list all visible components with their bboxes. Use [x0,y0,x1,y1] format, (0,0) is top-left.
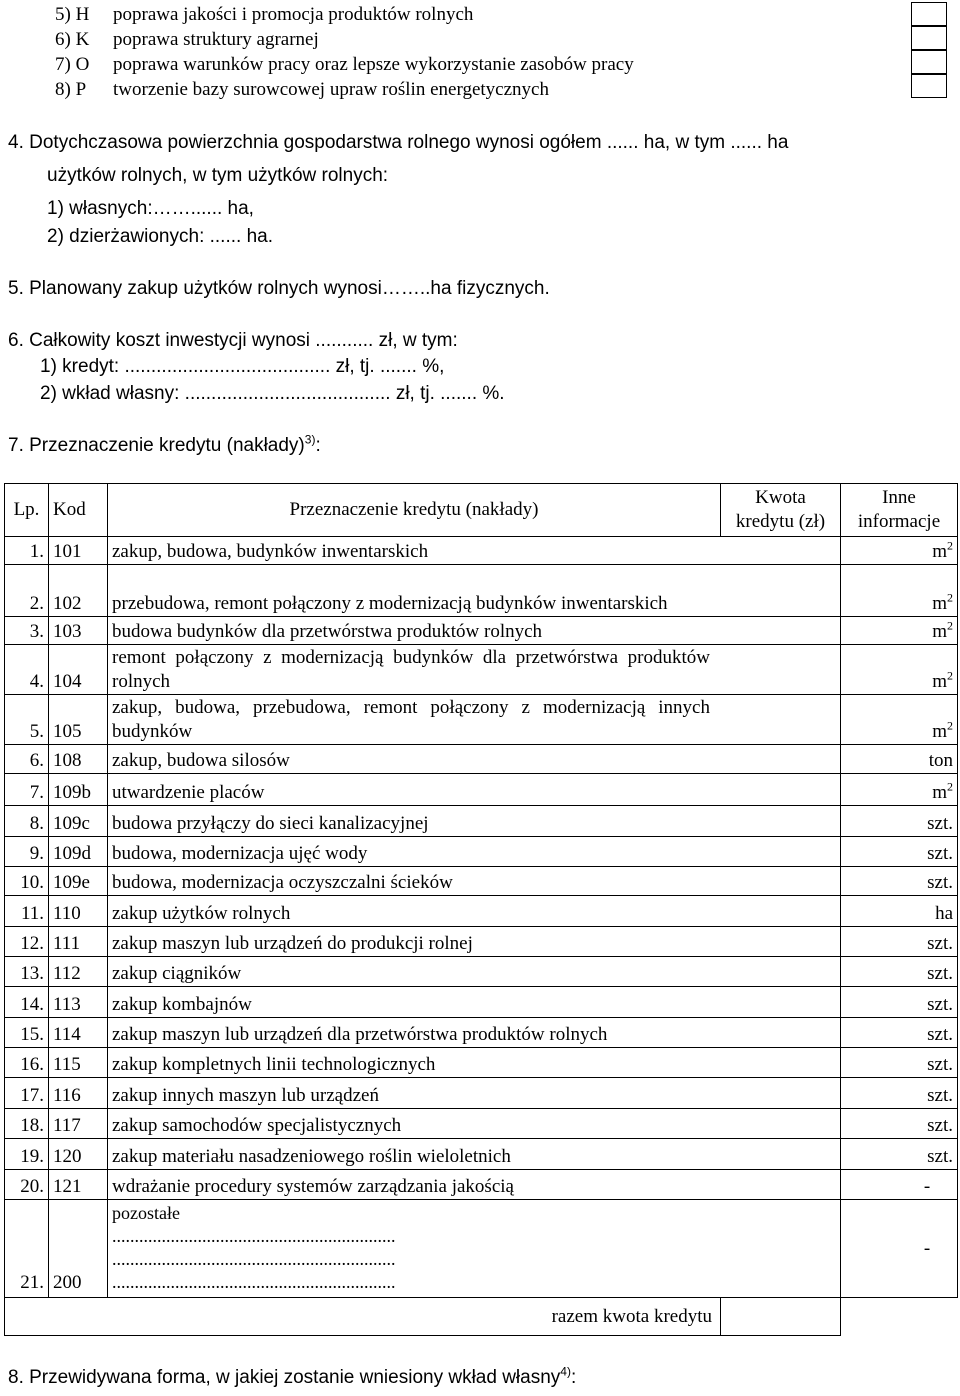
row-kod: 108 [49,745,108,774]
row-purpose: budowa przyłączy do sieci kanalizacyjnej [108,806,841,837]
table-row [5,695,958,745]
row-lp: 3. [5,617,49,645]
header-amount: Kwota kredytu (zł) [721,484,841,537]
table-row [5,745,958,774]
row-purpose: budowa budynków dla przetwórstwa produktów rolnych [108,617,841,645]
table-row [5,867,958,896]
row-kod: 117 [49,1109,108,1139]
row-purpose: zakup innych maszyn lub urządzeń [108,1078,841,1109]
table-row [5,837,958,867]
goal-item [55,29,319,54]
row-kod: 104 [49,645,108,695]
row-unit: szt. [841,1018,958,1048]
row-unit: ha [841,896,958,927]
table-row [5,957,958,987]
row-purpose: utwardzenie placów [108,774,841,806]
table-row [5,806,958,837]
total-empty [841,1298,958,1336]
goal-checkbox[interactable] [911,26,947,50]
row-purpose-other [108,1200,841,1298]
row-lp: 10. [5,867,49,896]
row-lp: 15. [5,1018,49,1048]
section-4-line: użytków rolnych, w tym użytków rolnych: [47,165,389,186]
row-kod: 200 [49,1200,108,1298]
table-row [5,1170,958,1200]
table-row [5,896,958,927]
header-other: Inne informacje [841,484,958,537]
goal-item [55,54,634,79]
section-6-line: 6. Całkowity koszt inwestycji wynosi ........... zł, w tym: [8,330,458,351]
goal-number: 8) P [55,79,87,100]
row-unit: szt. [841,806,958,837]
table-row [5,1139,958,1170]
row-purpose: przebudowa, remont połączony z modernizacją budynków inwentarskich [108,565,841,617]
row-kod: 121 [49,1170,108,1200]
row-lp: 19. [5,1139,49,1170]
table-header-row [5,484,958,537]
section-7-heading: 7. Przeznaczenie kredytu (nakłady)$^{3)}$: [8,432,321,456]
row-unit: szt. [841,1048,958,1078]
row-unit: ton [841,745,958,774]
table-row [5,1048,958,1078]
table-row [5,1018,958,1048]
section-4-owned: 1) własnych:……...... ha, [47,198,254,219]
row-unit: szt. [841,957,958,987]
row-purpose: zakup ciągników [108,957,841,987]
row-kod: 114 [49,1018,108,1048]
row-lp: 13. [5,957,49,987]
row-kod: 115 [49,1048,108,1078]
row-purpose: budowa, modernizacja ujęć wody [108,837,841,867]
row-kod: 109b [49,774,108,806]
total-label: razem kwota kredytu [5,1298,721,1336]
row-purpose: zakup, budowa silosów [108,745,841,774]
row-purpose: zakup maszyn lub urządzeń do produkcji rolnej [108,927,841,957]
row-lp: 12. [5,927,49,957]
table-row [5,537,958,565]
row-lp: 5. [5,695,49,745]
row-lp: 8. [5,806,49,837]
row-kod: 109d [49,837,108,867]
row-unit: szt. [841,1139,958,1170]
row-lp: 11. [5,896,49,927]
row-lp: 14. [5,987,49,1018]
row-unit: szt. [841,1109,958,1139]
table-row [5,927,958,957]
goal-item [55,79,549,104]
row-lp: 20. [5,1170,49,1200]
row-kod: 120 [49,1139,108,1170]
goal-text: tworzenie bazy surowcowej upraw roślin energetycznych [113,79,549,100]
other-dots[interactable]: ............................................................... [112,1249,396,1269]
row-unit: szt. [841,927,958,957]
row-unit: - [841,1170,958,1200]
goal-checkbox[interactable] [911,74,947,98]
row-lp: 16. [5,1048,49,1078]
goal-checkbox[interactable] [911,50,947,74]
table-row [5,987,958,1018]
row-unit: $m^2$ [841,537,958,565]
row-unit: $m^2$ [841,565,958,617]
header-lp: Lp. [5,484,49,537]
total-amount[interactable] [721,1298,841,1336]
row-purpose: wdrażanie procedury systemów zarządzania jakością [108,1170,841,1200]
section-5: 5. Planowany zakup użytków rolnych wynosi……..ha fizycznych. [8,278,550,299]
table-row [5,1109,958,1139]
goal-text: poprawa struktury agrarnej [113,29,319,50]
row-unit: szt. [841,987,958,1018]
section-6-own: 2) wkład własny: ....................................... zł, tj. ....... %. [40,383,505,404]
header-purpose: Przeznaczenie kredytu (nakłady) [108,484,721,537]
goal-text: poprawa warunków pracy oraz lepsze wykorzystanie zasobów pracy [113,54,634,75]
goal-text: poprawa jakości i promocja produktów rolnych [113,4,474,25]
goal-number: 5) H [55,4,90,25]
row-kod: 101 [49,537,108,565]
section-6-credit: 1) kredyt: ....................................... zł, tj. ....... %, [40,356,445,377]
row-lp: 21. [5,1200,49,1298]
row-kod: 112 [49,957,108,987]
row-kod: 113 [49,987,108,1018]
row-purpose: zakup samochodów specjalistycznych [108,1109,841,1139]
section-8-heading: 8. Przewidywana forma, w jakiej zostanie wniesiony wkład własny$^{4)}$: [8,1364,577,1388]
row-kod: 116 [49,1078,108,1109]
row-unit: szt. [841,1078,958,1109]
credit-purpose-table [4,483,958,1336]
row-purpose: zakup materiału nasadzeniowego roślin wieloletnich [108,1139,841,1170]
goal-number: 6) K [55,29,90,50]
row-unit: - [841,1200,958,1298]
row-lp: 18. [5,1109,49,1139]
row-unit: szt. [841,867,958,896]
goal-checkbox[interactable] [911,2,947,26]
row-kod: 105 [49,695,108,745]
row-purpose: budowa, modernizacja oczyszczalni ścieków [108,867,841,896]
row-purpose: zakup, budowa, budynków inwentarskich [108,537,841,565]
row-purpose: remont połączony z modernizacją budynków dla przetwórstwa produktów rolnych [108,645,841,695]
goal-number: 7) O [55,54,90,75]
row-lp: 6. [5,745,49,774]
row-kod: 111 [49,927,108,957]
row-unit: $m^2$ [841,645,958,695]
row-kod: 103 [49,617,108,645]
row-unit: szt. [841,837,958,867]
table-row [5,774,958,806]
row-purpose: zakup maszyn lub urządzeń dla przetwórstwa produktów rolnych [108,1018,841,1048]
row-purpose: zakup, budowa, przebudowa, remont połączony z modernizacją innych budynków [108,695,841,745]
row-purpose: zakup użytków rolnych [108,896,841,927]
goal-item [55,4,473,29]
table-row [5,645,958,695]
row-kod: 102 [49,565,108,617]
section-4-line: 4. Dotychczasowa powierzchnia gospodarstwa rolnego wynosi ogółem ...... ha, w tym ...... ha [8,132,789,153]
section-4-leased: 2) dzierżawionych: ...... ha. [47,226,273,247]
row-unit: $m^2$ [841,617,958,645]
other-dots[interactable]: ............................................................... [112,1226,396,1246]
row-lp: 17. [5,1078,49,1109]
table-row [5,617,958,645]
row-lp: 2. [5,565,49,617]
table-row [5,1078,958,1109]
row-lp: 9. [5,837,49,867]
row-lp: 1. [5,537,49,565]
row-lp: 7. [5,774,49,806]
other-title: pozostałe [112,1203,180,1223]
row-kod: 109c [49,806,108,837]
table-row [5,565,958,617]
row-kod: 109e [49,867,108,896]
row-lp: 4. [5,645,49,695]
other-dots[interactable]: ............................................................... [112,1272,396,1292]
row-kod: 110 [49,896,108,927]
table-row-total [5,1298,958,1336]
row-purpose: zakup kombajnów [108,987,841,1018]
header-kod: Kod [49,484,108,537]
table-row-other [5,1200,958,1298]
row-purpose: zakup kompletnych linii technologicznych [108,1048,841,1078]
row-unit: $m^2$ [841,695,958,745]
row-unit: $m^2$ [841,774,958,806]
